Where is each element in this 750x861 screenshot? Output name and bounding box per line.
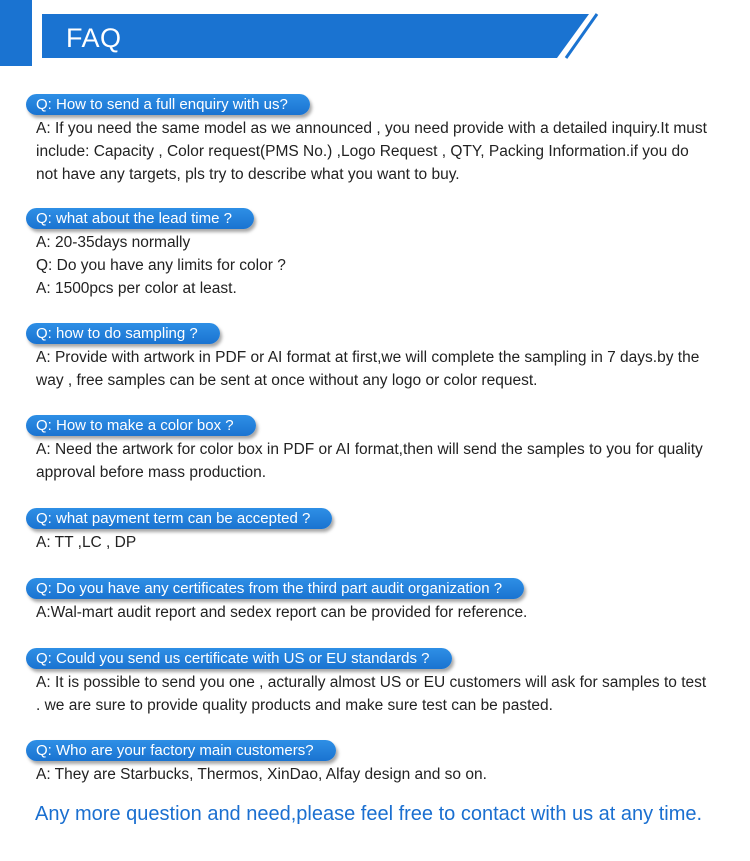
- faq-item: [26, 323, 732, 392]
- faq-question: Q: Could you send us certificate with US or EU standards ?: [26, 648, 452, 669]
- faq-header-banner: [0, 0, 750, 72]
- faq-question: Q: what payment term can be accepted ?: [26, 508, 332, 529]
- faq-question: Q: Do you have any certificates from the third part audit organization ?: [26, 578, 524, 599]
- faq-answer: [36, 671, 732, 717]
- answer-line: . we are sure to provide quality products and make sure test can be pasted.: [36, 697, 553, 714]
- faq-answer: [36, 231, 732, 300]
- answer-line: A: Provide with artwork in PDF or AI format at first,we will complete the sampling in 7 days.by the: [36, 349, 700, 366]
- answer-line: way , free samples can be sent at once without any logo or color request.: [36, 372, 538, 389]
- faq-answer: [36, 601, 732, 624]
- answer-line: A: Need the artwork for color box in PDF or AI format,then will send the samples to you for quality: [36, 441, 703, 458]
- faq-item: [26, 508, 732, 554]
- faq-item: [26, 740, 732, 786]
- page-title: FAQ: [66, 23, 122, 53]
- faq-item: [26, 94, 732, 186]
- answer-line: include: Capacity , Color request(PMS No.) ,Logo Request , QTY, Packing Information.if you do: [36, 143, 689, 160]
- faq-answer: [36, 531, 732, 554]
- faq-item: [26, 208, 732, 300]
- answer-line: Q: Do you have any limits for color ?: [36, 257, 286, 274]
- faq-item: [26, 415, 732, 484]
- faq-question: Q: how to do sampling ?: [26, 323, 220, 344]
- answer-line: not have any targets, pls try to describe what you want to buy.: [36, 166, 460, 183]
- faq-answer: [36, 763, 732, 786]
- faq-item: [26, 578, 732, 624]
- answer-line: A:Wal-mart audit report and sedex report can be provided for reference.: [36, 604, 528, 621]
- faq-question: Q: Who are your factory main customers?: [26, 740, 336, 761]
- answer-line: A: It is possible to send you one , acturally almost US or EU customers will ask for samples to test: [36, 674, 707, 691]
- faq-answer: [36, 346, 732, 392]
- faq-question: Q: How to send a full enquiry with us?: [26, 94, 310, 115]
- answer-line: A: They are Starbucks, Thermos, XinDao, Alfay design and so on.: [36, 766, 487, 783]
- faq-question: Q: How to make a color box ?: [26, 415, 256, 436]
- faq-answer: [36, 438, 732, 484]
- answer-line: A: If you need the same model as we announced , you need provide with a detailed inquiry.It must: [36, 120, 707, 137]
- faq-item: [26, 648, 732, 717]
- answer-line: A: TT ,LC , DP: [36, 534, 137, 551]
- answer-line: A: 20-35days normally: [36, 234, 191, 251]
- faq-answer: [36, 117, 732, 186]
- answer-line: approval before mass production.: [36, 464, 267, 481]
- contact-footer-text: Any more question and need,please feel free to contact with us at any time.: [35, 803, 703, 825]
- answer-line: A: 1500pcs per color at least.: [36, 280, 237, 297]
- faq-question: Q: what about the lead time ?: [26, 208, 254, 229]
